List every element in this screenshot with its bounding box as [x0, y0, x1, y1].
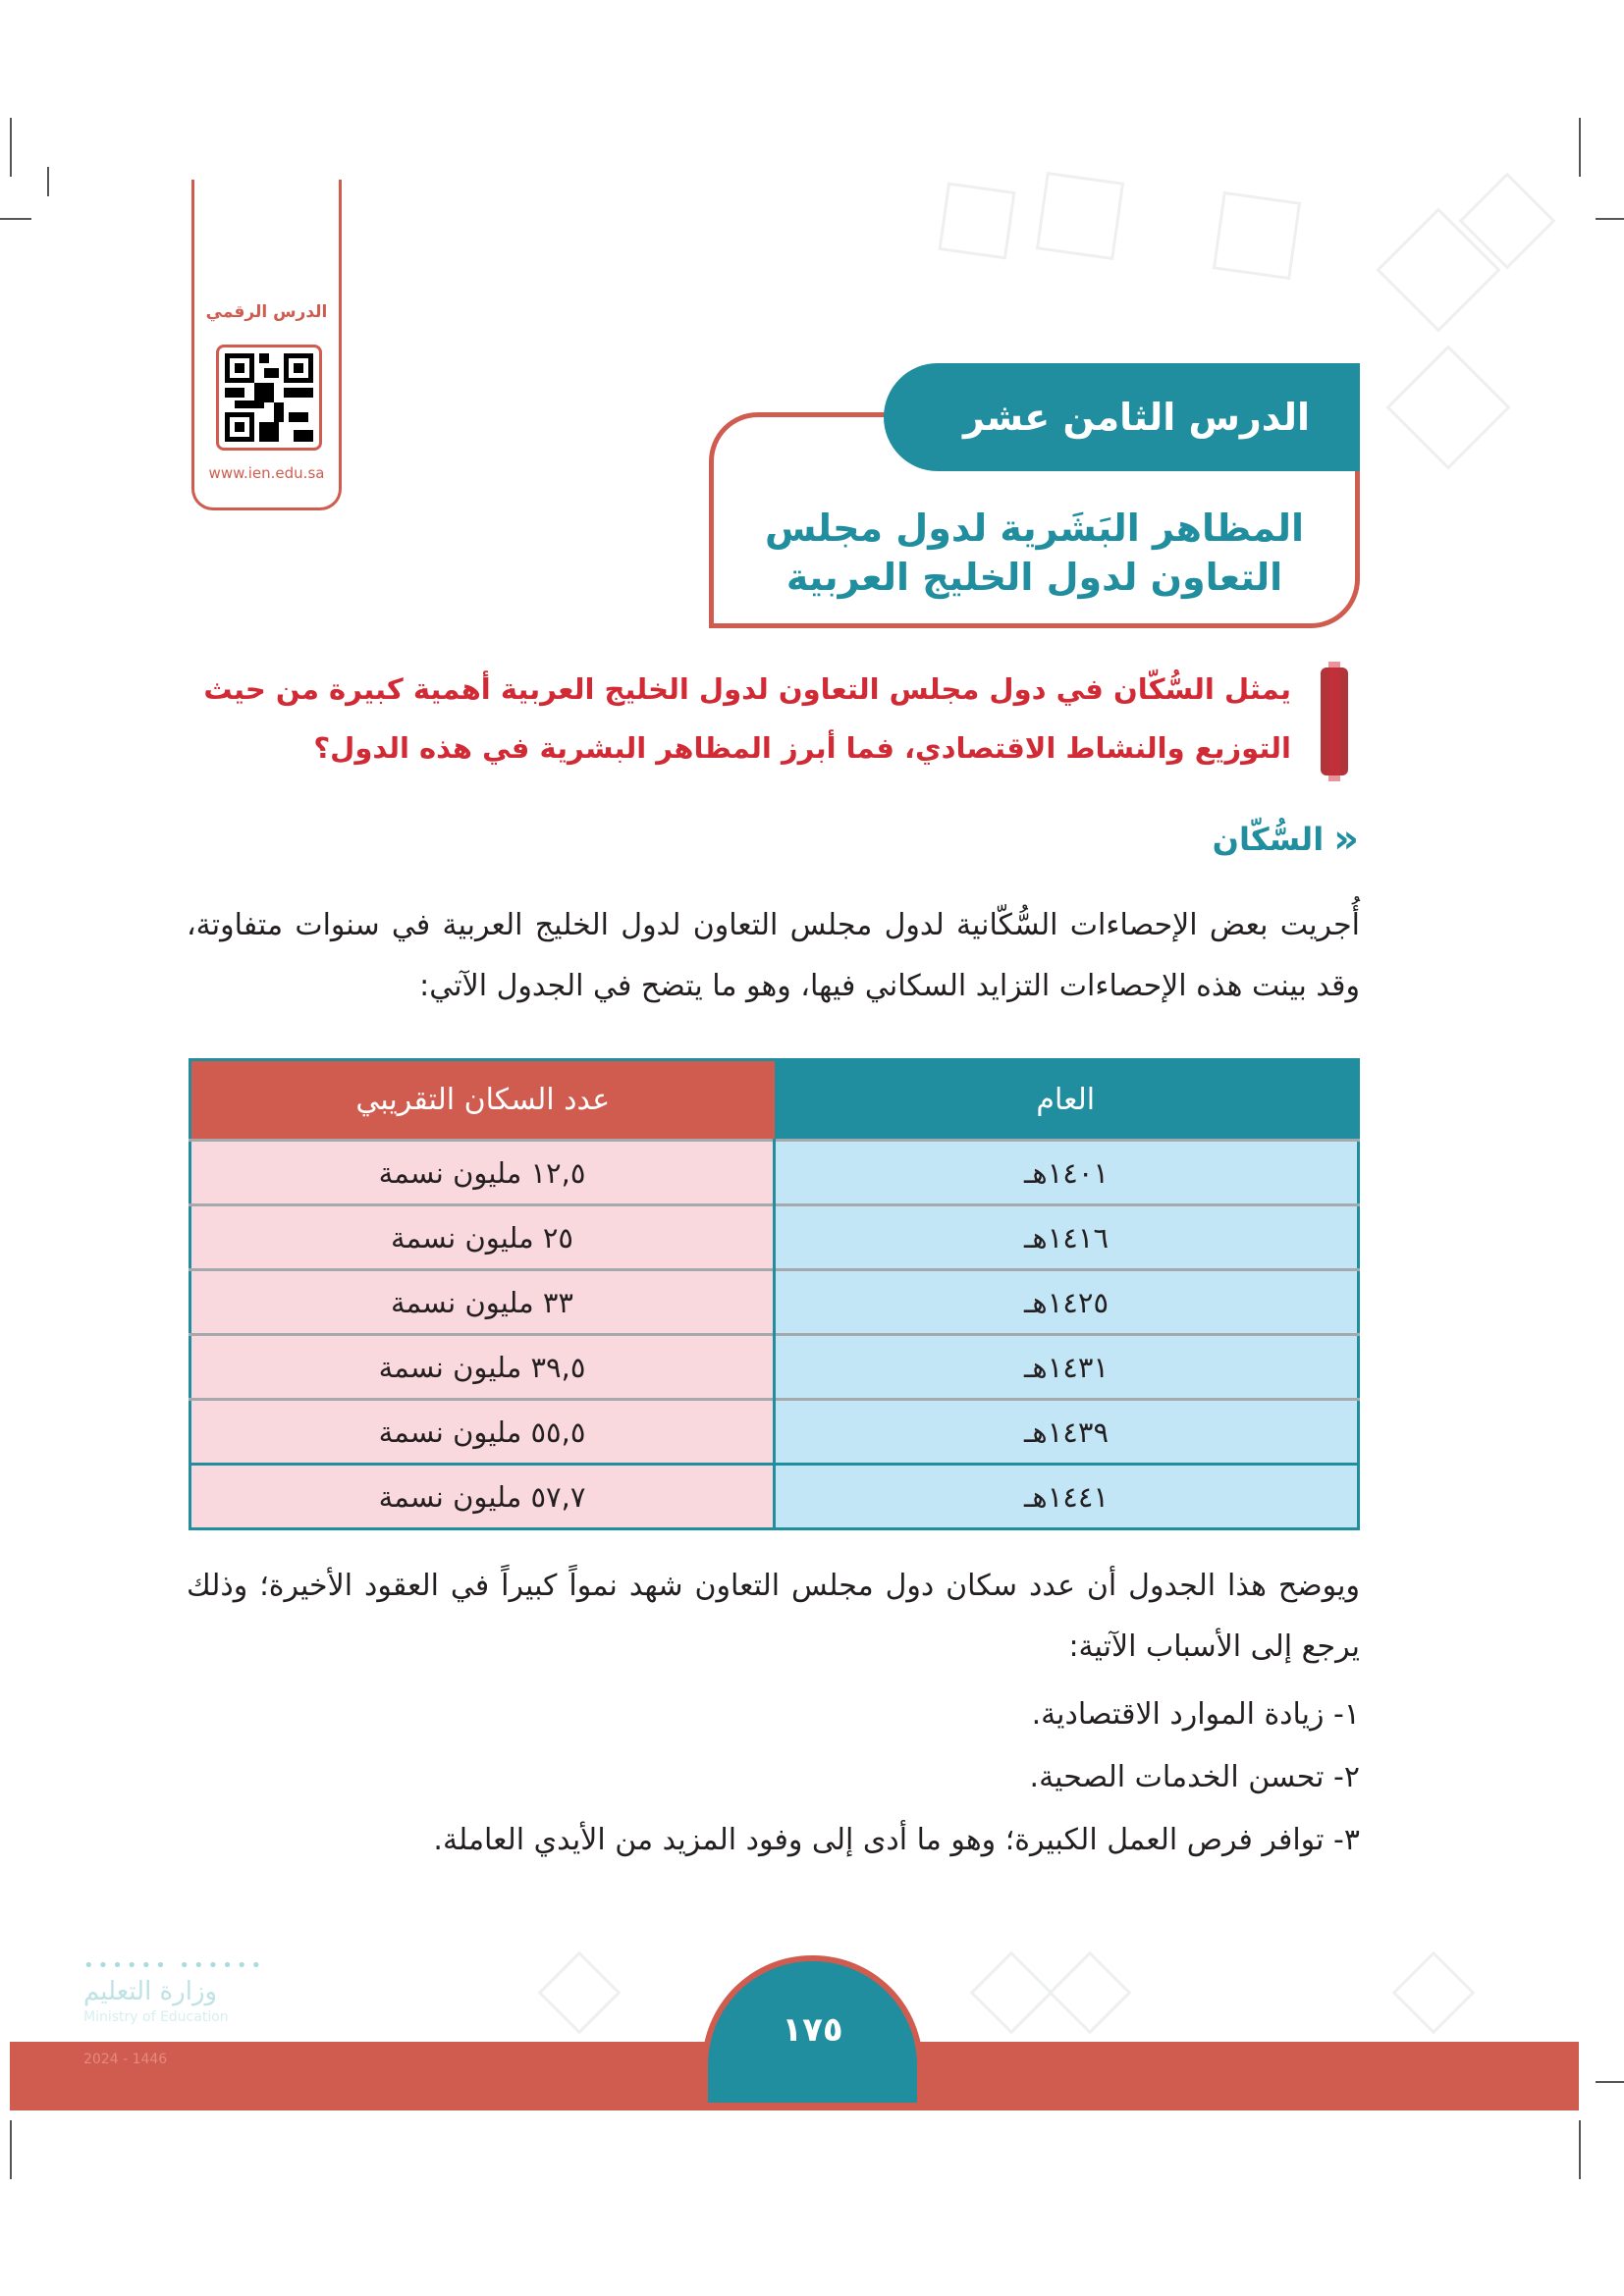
- crop-mark: [1579, 2120, 1581, 2179]
- table-row: [190, 1465, 1359, 1529]
- ministry-name-ar: وزارة التعليم: [83, 1977, 218, 2006]
- digital-lesson-label: الدرس الرقمي: [205, 302, 328, 322]
- background-pattern: [1392, 1951, 1476, 2035]
- ministry-logo: [83, 1953, 265, 2030]
- cell-population: ٥٥,٥ مليون نسمة: [190, 1400, 775, 1465]
- cell-year: ١٤١٦هـ: [775, 1205, 1359, 1270]
- cell-year: ١٤٢٥هـ: [775, 1270, 1359, 1335]
- table-row: [190, 1270, 1359, 1335]
- cell-year: ١٤٤١هـ: [775, 1465, 1359, 1529]
- page-number: ١٧٥: [702, 1955, 923, 2103]
- cell-population: ٣٣ مليون نسمة: [190, 1270, 775, 1335]
- table-row: [190, 1205, 1359, 1270]
- list-item: ١- زيادة الموارد الاقتصادية.: [1031, 1697, 1360, 1732]
- table-row: [190, 1335, 1359, 1400]
- background-pattern: [1049, 1951, 1132, 2035]
- crop-mark: [47, 167, 49, 196]
- cell-year: ١٤٠١هـ: [775, 1141, 1359, 1205]
- lesson-title-line-2: التعاون لدول الخليج العربية: [785, 556, 1283, 599]
- explanation-paragraph: ويوضح هذا الجدول أن عدد سكان دول مجلس التعاون شهد نمواً كبيراً في العقود الأخيرة؛ وذلك يرجع إلى الأسباب الآتية:: [187, 1569, 1360, 1664]
- crop-mark: [1579, 118, 1581, 177]
- double-chevron-icon: «: [1333, 817, 1359, 862]
- crop-mark: [10, 2120, 12, 2179]
- digital-lesson-card[interactable]: [191, 180, 342, 510]
- qr-code-icon[interactable]: [216, 345, 322, 451]
- background-pattern: [938, 182, 1015, 259]
- lesson-number-label: الدرس الثامن عشر: [884, 363, 1360, 471]
- background-pattern: [538, 1951, 622, 2035]
- section-heading: [1213, 817, 1359, 862]
- reasons-list: [187, 1683, 1360, 1872]
- cell-population: ١٢,٥ مليون نسمة: [190, 1141, 775, 1205]
- background-pattern: [1213, 191, 1301, 280]
- ministry-name-en: Ministry of Education: [83, 2009, 229, 2025]
- cell-year: ١٤٣١هـ: [775, 1335, 1359, 1400]
- background-pattern: [1385, 345, 1510, 469]
- cell-population: ٥٧,٧ مليون نسمة: [190, 1465, 775, 1529]
- lesson-question: يمثل السُّكّان في دول مجلس التعاون لدول الخليج العربية أهمية كبيرة من حيث التوزيع والنشاط الاقتصادي، فما أبرز المظاهر البشرية في هذه الدول؟: [203, 672, 1291, 765]
- cell-population: ٢٥ مليون نسمة: [190, 1205, 775, 1270]
- digital-lesson-url[interactable]: www.ien.edu.sa: [208, 464, 325, 482]
- crop-mark: [10, 118, 12, 177]
- list-item: ٢- تحسن الخدمات الصحية.: [1029, 1760, 1360, 1794]
- background-pattern: [1036, 172, 1124, 260]
- logo-dots-icon: •••••• ••••••: [83, 1955, 266, 1976]
- section-title: السُّكّان: [1212, 821, 1325, 858]
- header-population: عدد السكان التقريبي: [190, 1060, 775, 1141]
- table-row: [190, 1400, 1359, 1465]
- header-year: العام: [775, 1060, 1359, 1141]
- population-table: [189, 1058, 1360, 1530]
- crop-mark: [1596, 218, 1624, 220]
- question-mark-icon: [1321, 667, 1348, 775]
- intro-paragraph: أُجريت بعض الإحصاءات السُّكّانية لدول مجلس التعاون لدول الخليج العربية في سنوات متفاوتة، وقد بينت هذه الإحصاءات التزايد السكاني فيها، وهو ما يتضح في الجدول الآتي:: [187, 908, 1360, 1003]
- background-pattern: [970, 1951, 1054, 2035]
- cell-year: ١٤٣٩هـ: [775, 1400, 1359, 1465]
- list-item: ٣- توافر فرص العمل الكبيرة؛ وهو ما أدى إلى وفود المزيد من الأيدي العاملة.: [433, 1823, 1360, 1857]
- crop-mark: [1596, 2081, 1624, 2083]
- cell-population: ٣٩,٥ مليون نسمة: [190, 1335, 775, 1400]
- lesson-title-line-1: المظاهر البَشَرية لدول مجلس: [764, 507, 1305, 550]
- table-row: [190, 1141, 1359, 1205]
- edition-year: 2024 - 1446: [83, 2052, 168, 2067]
- crop-mark: [0, 218, 31, 220]
